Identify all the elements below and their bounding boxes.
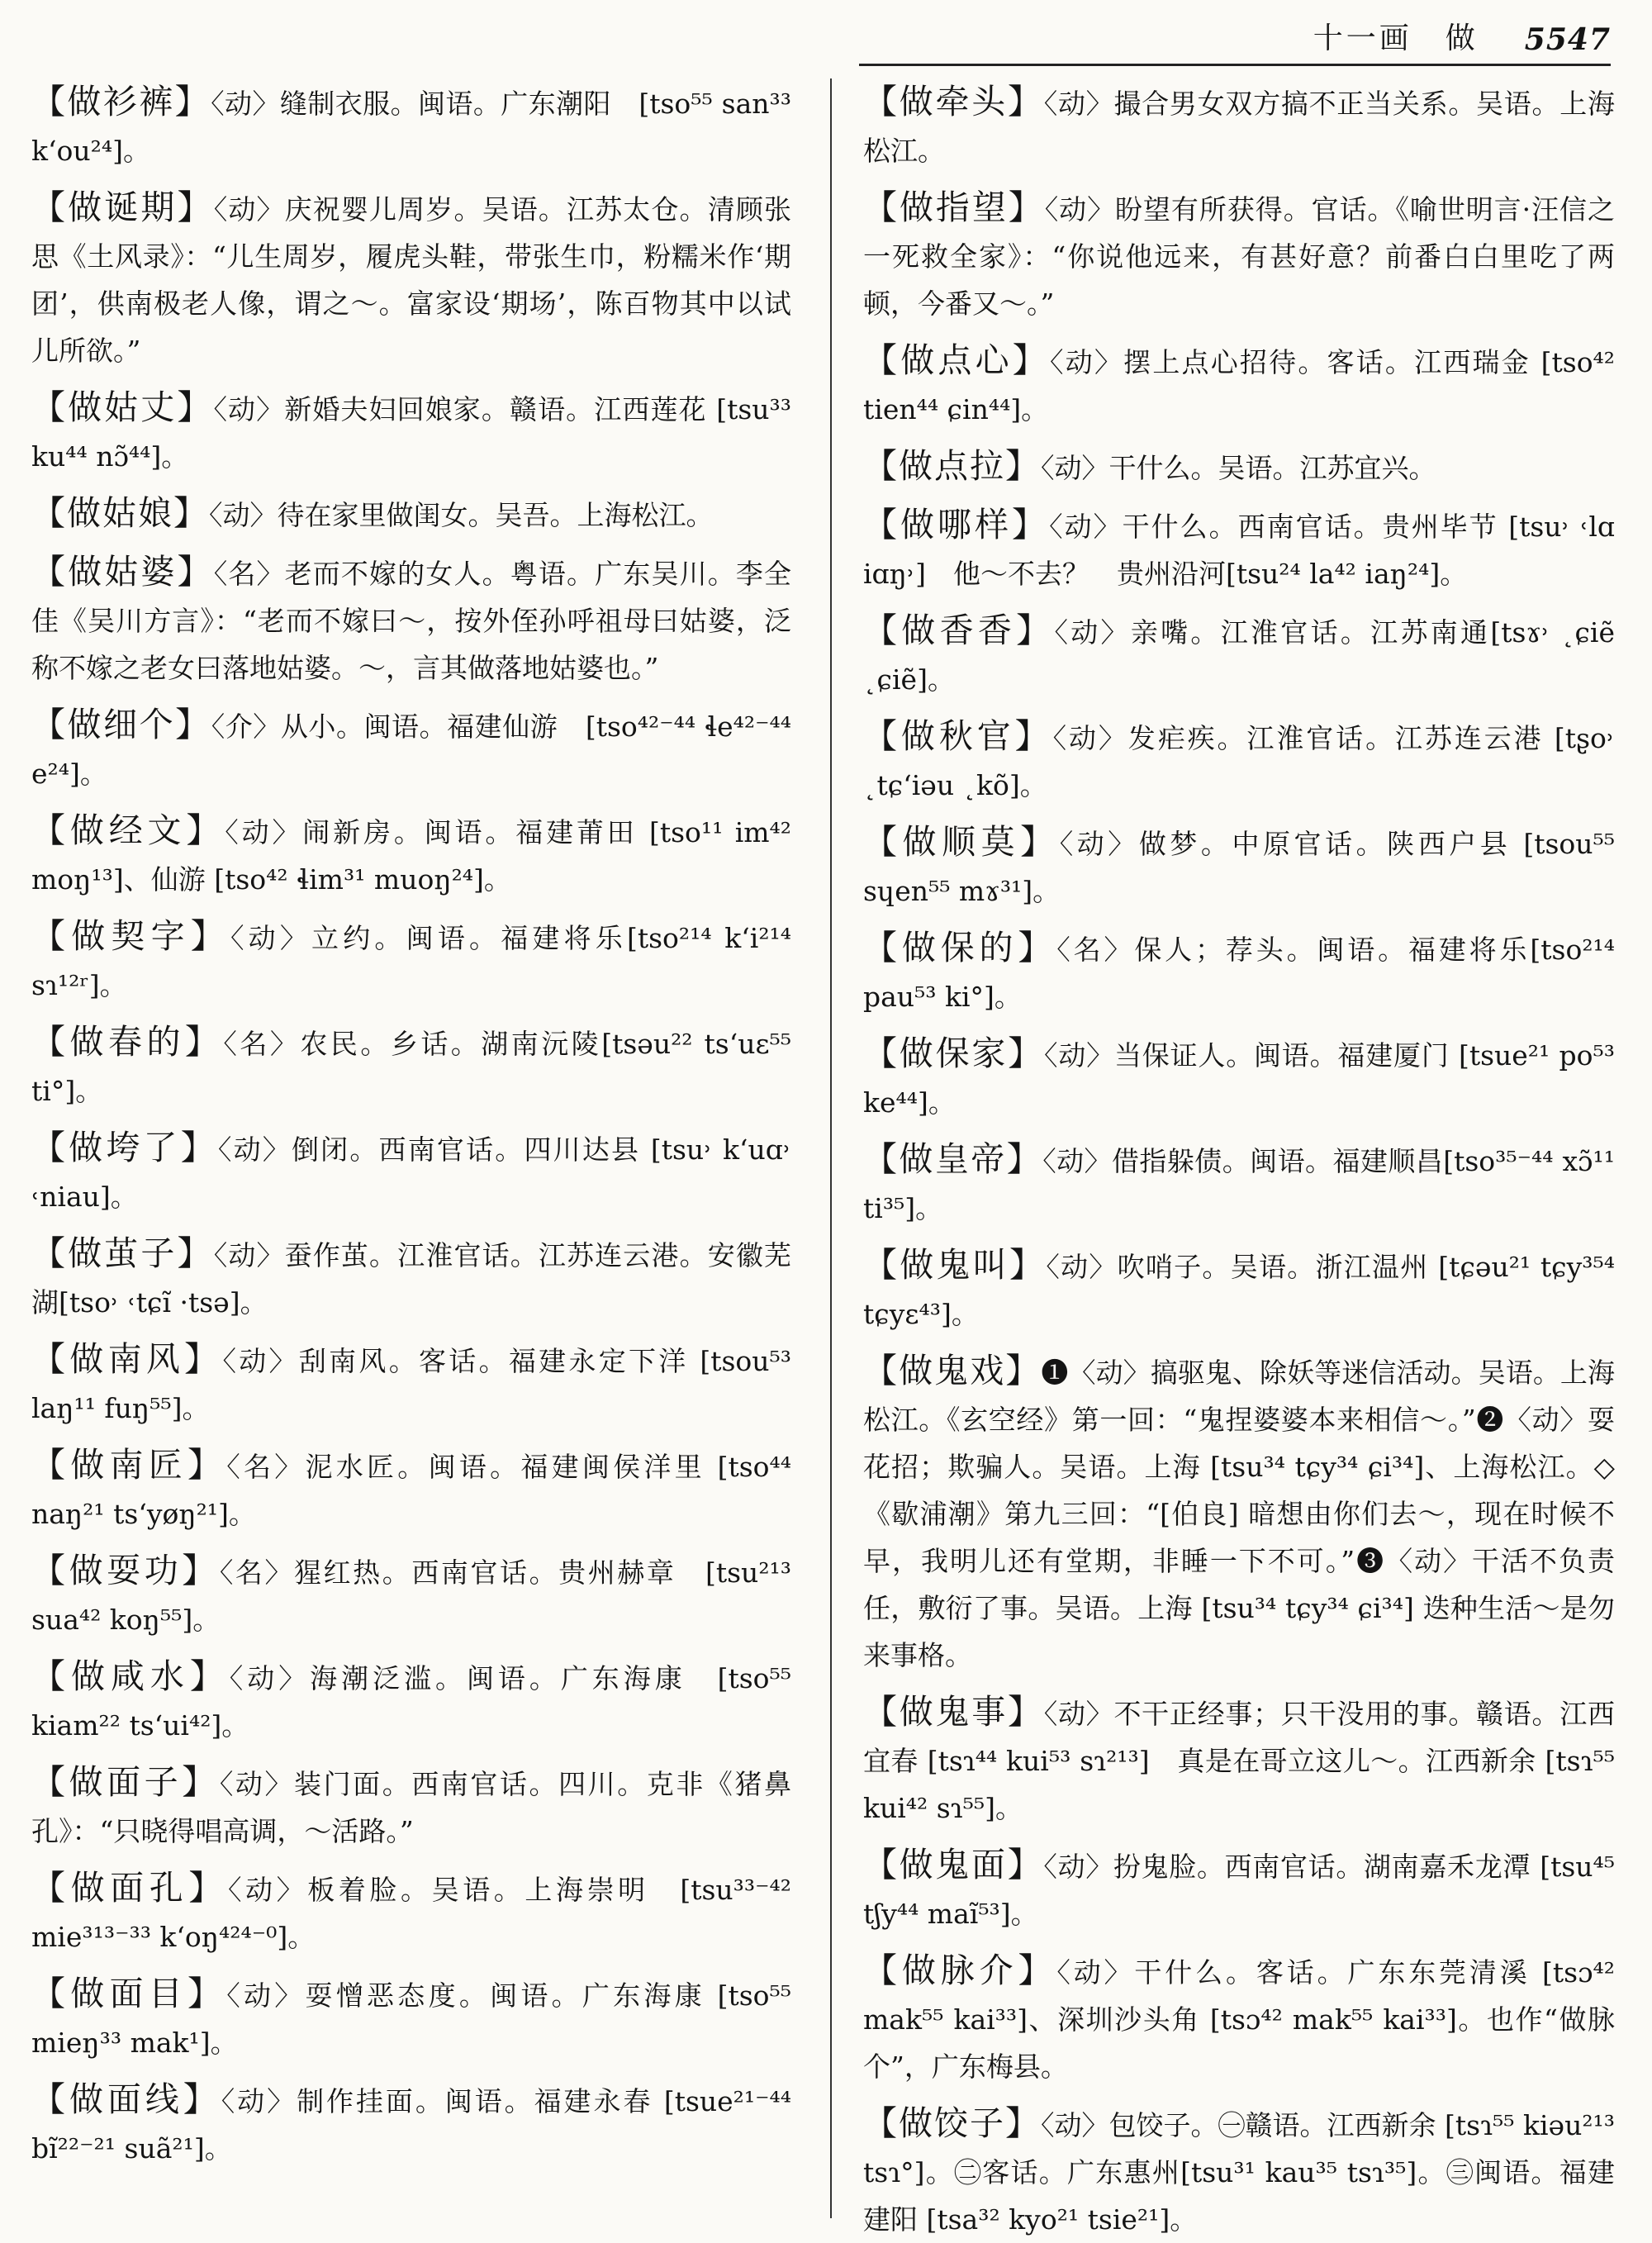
- entry-text: 扮鬼脸。西南官话。湖南嘉禾龙潭 [tsu⁴⁵ tʃy⁴⁴ maĩ⁵³]。: [863, 1851, 1616, 1930]
- dictionary-entry: [863, 1841, 1615, 1937]
- dictionary-entry: [863, 501, 1615, 597]
- entry-text: 干什么。西南官话。贵州毕节 [tsu˒ ˓lɑ iɑŋ˒] 他～不去？ 贵州沿河[tsu²⁴ la⁴² iaŋ²⁴]。: [863, 511, 1615, 590]
- entry-pos: 〈动〉: [222, 1345, 299, 1377]
- entry-text: 新婚夫妇回娘家。赣语。江西莲花 [tsu³³ ku⁴⁴ nɔ̃⁴⁴]。: [31, 393, 792, 473]
- entry-pos: 〈名〉: [226, 1451, 306, 1483]
- entry-pos: 〈动〉: [230, 922, 312, 954]
- entry-headword: 【做面孔】: [31, 1868, 228, 1908]
- entry-text: 海潮泛滥。闽语。广东海康 [tso⁵⁵ kiam²² ts‘ui⁴²]。: [31, 1662, 792, 1742]
- entry-headword: 【做香香】: [863, 611, 1055, 650]
- entry-text: 包饺子。㊀赣语。江西新余 [tsɿ⁵⁵ kiəu²¹³ tsɿ°]。㊁客话。广东惠州[tsu³¹ kau³⁵ tsɿ³⁵]。㊂闽语。福建建阳 [tsa³² kyo²¹ tsie²¹]。: [863, 2109, 1616, 2236]
- entry-text: 搞驱鬼、除妖等迷信活动。吴语。上海松江。《玄空经》第一回：“鬼捏婆婆本来相信～。”❷〈动〉耍花招；欺骗人。吴语。上海 [tsu³⁴ tɕy³⁴ ɕi³⁴]、上海松江。◇《歇浦潮》第九三回：“[伯良] 暗想由你们去～，现在时候不早，我明儿还有堂期，非睡一下不可。”❸〈动〉干活不负责任，敷衍了事。吴语。上海 [tsu³⁴ tɕy³⁴ ɕi³⁴] 迭种生活～是勿来事格。: [863, 1357, 1616, 1671]
- dictionary-entry: [31, 184, 791, 374]
- dictionary-entry: [31, 807, 791, 903]
- entry-pos: 〈动〉: [1041, 452, 1109, 484]
- entry-pos: 〈动〉: [227, 1874, 308, 1906]
- entry-pos: 〈动〉: [1050, 346, 1124, 378]
- entry-headword: 【做衫裤】: [31, 82, 211, 121]
- entry-headword: 【做耍功】: [31, 1551, 220, 1590]
- entry-pos: 〈动〉: [1056, 1956, 1135, 1989]
- entry-headword: 【做皇帝】: [863, 1139, 1043, 1179]
- entry-pos: 〈动〉: [1044, 193, 1116, 226]
- entry-headword: 【做面子】: [31, 1762, 220, 1802]
- entry-pos: 〈动〉: [219, 1768, 294, 1800]
- entry-headword: 【做契字】: [31, 916, 230, 956]
- entry-text: 耍憎恶态度。闽语。广东海康 [tso⁵⁵ mieŋ³³ mak¹]。: [31, 1979, 792, 2059]
- entry-pos: 〈动〉: [213, 1239, 285, 1271]
- section-label: 十一画: [1313, 21, 1412, 55]
- entry-text: 装门面。西南官话。四川。克非《猪鼻孔》：“只晓得唱高调，～活路。”: [31, 1768, 791, 1847]
- dictionary-entry: [31, 1336, 791, 1432]
- entry-headword: 【做面目】: [31, 1974, 227, 2013]
- dictionary-entry: [863, 78, 1615, 174]
- entry-headword: 【做哪样】: [863, 505, 1050, 544]
- entry-text: 做梦。中原官话。陕西户县 [tsou⁵⁵ sɥen⁵⁵ mɤ³¹]。: [863, 828, 1616, 907]
- dictionary-entry: [863, 2100, 1615, 2243]
- entry-text: 当保证人。闽语。福建厦门 [tsue²¹ po⁵³ ke⁴⁴]。: [863, 1039, 1616, 1119]
- entry-headword: 【做春的】: [31, 1022, 224, 1062]
- entry-pos: 〈动〉: [1052, 722, 1128, 754]
- entry-pos: 〈动〉: [1043, 88, 1114, 120]
- entry-text: 猩红热。西南官话。贵州赫章 [tsu²¹³ sua⁴² koŋ⁵⁵]。: [31, 1556, 792, 1636]
- entry-pos: ❶〈动〉: [1041, 1357, 1151, 1389]
- dictionary-entry: [31, 1124, 791, 1220]
- entry-text: 待在家里做闺女。吴吾。上海松江。: [277, 499, 714, 531]
- entry-headword: 【做姑丈】: [31, 387, 214, 427]
- entry-pos: 〈动〉: [217, 1133, 292, 1166]
- entry-text: 亲嘴。江淮官话。江苏南通[tsɤ˒ ˛ɕiẽ ˛ɕiẽ]。: [863, 616, 1616, 696]
- dictionary-entry: [31, 913, 791, 1009]
- dictionary-entry: [31, 1759, 791, 1855]
- entry-pos: 〈动〉: [1049, 511, 1123, 543]
- dictionary-entry: [31, 384, 791, 480]
- entry-text: 撮合男女双方搞不正当关系。吴语。上海松江。: [863, 88, 1616, 167]
- dictionary-entry: [31, 1865, 791, 1960]
- entry-pos: 〈名〉: [1056, 934, 1135, 966]
- dictionary-entry: [863, 443, 1615, 492]
- entry-pos: 〈动〉: [1043, 1851, 1113, 1883]
- entry-text: 制作挂面。闽语。福建永春 [tsue²¹⁻⁴⁴ bĩ²²⁻²¹ suã²¹]。: [31, 2085, 792, 2165]
- entry-pos: 〈动〉: [213, 393, 285, 425]
- dictionary-entry: [863, 819, 1615, 915]
- dictionary-entry: [863, 184, 1615, 327]
- entry-pos: 〈动〉: [1044, 1039, 1114, 1072]
- entry-text: 刮南风。客话。福建永定下洋 [tsou⁵³ laŋ¹¹ fuŋ⁵⁵]。: [31, 1345, 792, 1424]
- entry-headword: 【做鬼事】: [863, 1692, 1044, 1732]
- entry-text: 板着脸。吴语。上海崇明 [tsu³³⁻⁴² mie³¹³⁻³³ k‘oŋ⁴²⁴⁻⁰]。: [31, 1874, 792, 1953]
- entry-pos: 〈动〉: [213, 193, 285, 226]
- entry-headword: 【做鬼戏】: [863, 1351, 1042, 1390]
- dictionary-entry: [863, 1136, 1615, 1232]
- index-character: 做: [1445, 21, 1475, 55]
- entry-text: 农民。乡话。湖南沅陵[tsəu²² ts‘uɛ⁵⁵ ti°]。: [31, 1028, 791, 1107]
- left-column: [31, 78, 791, 2210]
- dictionary-entry: [31, 701, 791, 797]
- entry-pos: 〈动〉: [211, 88, 280, 120]
- dictionary-entry: [863, 1347, 1615, 1679]
- entry-text: 蚕作茧。江淮官话。江苏连云港。安徽芜湖[tso˒ ˓tɕĩ ·tsə]。: [31, 1239, 792, 1319]
- entry-headword: 【做点心】: [863, 340, 1051, 380]
- entry-pos: 〈动〉: [1042, 1145, 1112, 1177]
- dictionary-entry: [31, 1019, 791, 1114]
- entry-text: 保人；荐头。闽语。福建将乐[tso²¹⁴ pau⁵³ ki°]。: [863, 934, 1616, 1013]
- entry-headword: 【做面线】: [31, 2079, 221, 2119]
- entry-headword: 【做诞期】: [31, 188, 214, 227]
- entry-text: 借指躲债。闽语。福建顺昌[tso³⁵⁻⁴⁴ xɔ̃¹¹ ti³⁵]。: [863, 1145, 1615, 1224]
- dictionary-entry: [863, 1947, 1615, 2090]
- dictionary-entry: [863, 337, 1615, 433]
- entry-text: 不干正经事；只干没用的事。赣语。江西宜春 [tsɿ⁴⁴ kui⁵³ sɿ²¹³] 真是在哥立这儿～。江西新余 [tsɿ⁵⁵ kui⁴² sɿ⁵⁵]。: [863, 1698, 1616, 1824]
- dictionary-entry: [863, 1242, 1615, 1338]
- entry-pos: 〈介〉: [211, 710, 281, 743]
- entry-pos: 〈动〉: [1046, 1251, 1118, 1283]
- entry-text: 盼望有所获得。官话。《喻世明言·汪信之一死救全家》：“你说他远来，有甚好意？前番白白里吃了两顿，今番又～。”: [863, 193, 1615, 320]
- entry-headword: 【做咸水】: [31, 1656, 230, 1696]
- entry-pos: 〈动〉: [1043, 1698, 1114, 1730]
- dictionary-entry: [31, 1442, 791, 1537]
- page-number: 5547: [1524, 22, 1611, 57]
- entry-pos: 〈动〉: [229, 1662, 311, 1694]
- entry-text: 闹新房。闽语。福建莆田 [tso¹¹ im⁴² moŋ¹³]、仙游 [tso⁴² ɬim³¹ muoŋ²⁴]。: [31, 816, 792, 896]
- entry-text: 老而不嫁的女人。粤语。广东吴川。李全佳《吴川方言》：“老而不嫁曰～，按外侄孙呼祖母曰姑婆，泛称不嫁之老女曰落地姑婆。～，言其做落地姑婆也。”: [31, 558, 792, 684]
- entry-headword: 【做保家】: [863, 1034, 1045, 1073]
- dictionary-entry: [863, 1689, 1615, 1832]
- column-divider: [830, 78, 832, 2218]
- entry-pos: 〈动〉: [1059, 828, 1139, 860]
- dictionary-entry: [31, 549, 791, 691]
- entry-text: 吹哨子。吴语。浙江温州 [tɕəu²¹ tɕy³⁵⁴ tɕyɛ⁴³]。: [863, 1251, 1615, 1330]
- dictionary-entry: [863, 607, 1615, 703]
- entry-headword: 【做南风】: [31, 1339, 223, 1379]
- dictionary-entry: [31, 2076, 791, 2172]
- entry-pos: 〈动〉: [209, 499, 278, 531]
- entry-text: 泥水匠。闽语。福建闽侯洋里 [tso⁴⁴ naŋ²¹ ts‘yøŋ²¹]。: [31, 1451, 792, 1530]
- entry-pos: 〈动〉: [221, 2085, 297, 2117]
- entry-pos: 〈动〉: [226, 1979, 306, 2012]
- entry-headword: 【做鬼面】: [863, 1845, 1044, 1884]
- entry-text: 发疟疾。江淮官话。江苏连云港 [tʂo˒ ˛tɕ‘iəu ˛kõ]。: [863, 722, 1616, 801]
- entry-headword: 【做姑娘】: [31, 493, 209, 533]
- dictionary-entry: [31, 78, 791, 174]
- entry-pos: 〈名〉: [219, 1556, 295, 1589]
- entry-headword: 【做牵头】: [863, 82, 1044, 121]
- entry-headword: 【做顺莫】: [863, 822, 1060, 862]
- page-header: [859, 17, 1611, 66]
- dictionary-entry: [863, 1030, 1615, 1126]
- entry-headword: 【做点拉】: [863, 446, 1041, 486]
- entry-text: 缝制衣服。闽语。广东潮阳 [tso⁵⁵ san³³ k‘ou²⁴]。: [31, 88, 791, 167]
- entry-headword: 【做经文】: [31, 810, 225, 850]
- entry-text: 干什么。客话。广东东莞清溪 [tsɔ⁴² mak⁵⁵ kai³³]、深圳沙头角 [tsɔ⁴² mak⁵⁵ kai³³]。也作“做脉个”，广东梅县。: [863, 1956, 1616, 2083]
- dictionary-entry: [863, 713, 1615, 809]
- entry-headword: 【做秋官】: [863, 716, 1053, 756]
- entry-text: 从小。闽语。福建仙游 [tso⁴²⁻⁴⁴ ɬe⁴²⁻⁴⁴ e²⁴]。: [31, 710, 791, 790]
- entry-headword: 【做脉介】: [863, 1951, 1057, 1990]
- entry-headword: 【做保的】: [863, 928, 1057, 967]
- entry-headword: 【做姑婆】: [31, 552, 214, 592]
- entry-pos: 〈动〉: [1041, 2109, 1109, 2141]
- dictionary-entry: [31, 1970, 791, 2066]
- entry-pos: 〈动〉: [225, 816, 303, 848]
- entry-text: 干什么。吴语。江苏宜兴。: [1108, 452, 1436, 484]
- entry-text: 倒闭。西南官话。四川达县 [tsu˒ k‘uɑ˒ ˓niau]。: [31, 1133, 791, 1213]
- entry-text: 立约。闽语。福建将乐[tso²¹⁴ k‘i²¹⁴ sɿ¹²ʳ]。: [31, 922, 792, 1001]
- entry-headword: 【做南匠】: [31, 1445, 227, 1485]
- entry-pos: 〈名〉: [213, 558, 285, 590]
- entry-pos: 〈动〉: [1054, 616, 1131, 649]
- dictionary-entry: [863, 924, 1615, 1020]
- entry-headword: 【做细个】: [31, 705, 211, 744]
- entry-headword: 【做饺子】: [863, 2103, 1042, 2143]
- entry-headword: 【做垮了】: [31, 1128, 218, 1167]
- dictionary-entry: [31, 1653, 791, 1749]
- entry-pos: 〈名〉: [223, 1028, 301, 1060]
- entry-text: 庆祝婴儿周岁。吴语。江苏太仓。清顾张思《土风录》：“儿生周岁，履虎头鞋，带张生巾，粉糯米作‘期团’，供南极老人像，谓之～。富家设‘期场’，陈百物其中以试儿所欲。”: [31, 193, 792, 367]
- entry-text: 摆上点心招待。客话。江西瑞金 [tso⁴² tien⁴⁴ ɕin⁴⁴]。: [863, 346, 1616, 425]
- dictionary-entry: [31, 490, 791, 539]
- right-column: [863, 78, 1616, 2236]
- dictionary-entry: [31, 1230, 791, 1326]
- entry-headword: 【做指望】: [863, 188, 1045, 227]
- dictionary-entry: [31, 1547, 791, 1643]
- entry-headword: 【做茧子】: [31, 1233, 214, 1273]
- entry-headword: 【做鬼叫】: [863, 1245, 1047, 1285]
